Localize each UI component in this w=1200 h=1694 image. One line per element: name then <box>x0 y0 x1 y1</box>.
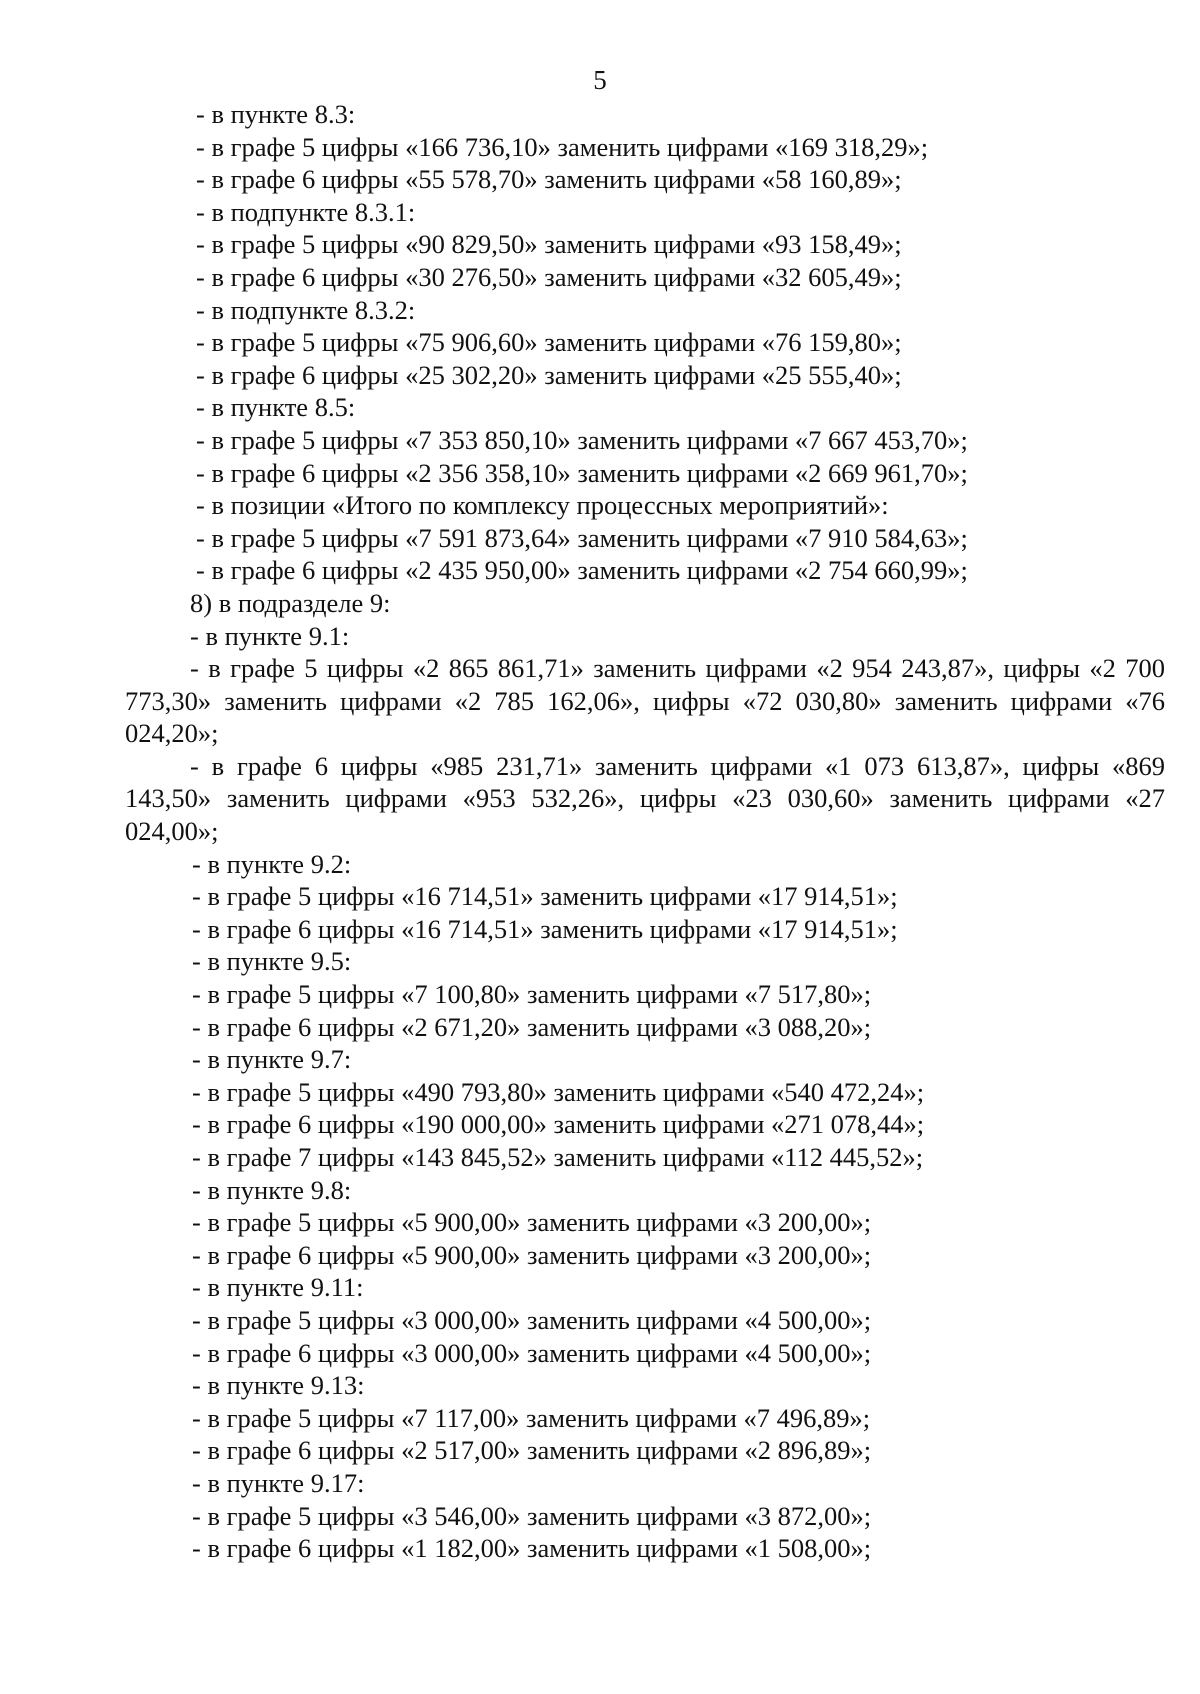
text-line: - в графе 5 цифры «16 714,51» заменить цифрами «17 914,51»; <box>192 881 898 912</box>
text-line: - в графе 5 цифры «7 591 873,64» заменить цифрами «7 910 584,63»; <box>196 522 968 553</box>
text-line: - в графе 6 цифры «16 714,51» заменить цифрами «17 914,51»; <box>192 913 898 944</box>
text-line: - в графе 7 цифры «143 845,52» заменить цифрами «112 445,52»; <box>192 1142 924 1172</box>
text-line: - в подпункте 8.3.2: <box>196 294 416 325</box>
text-line: - в графе 5 цифры «7 100,80» заменить цифрами «7 517,80»; <box>192 979 872 1010</box>
text-line: - в пункте 9.7: <box>192 1044 352 1075</box>
paragraph: - в графе 5 цифры «2 865 861,71» заменить цифрами «2 954 243,87», цифры «2 700 773,30» заменить цифрами «2 785 162,06», цифры «72 030,80» заменить цифрами «76 024,20»; <box>125 653 1165 749</box>
text-line: - в графе 6 цифры «30 276,50» заменить цифрами «32 605,49»; <box>196 261 902 292</box>
text-line: - в графе 6 цифры «1 182,00» заменить цифрами «1 508,00»; <box>192 1533 872 1564</box>
text-line: - в графе 6 цифры «3 000,00» заменить цифрами «4 500,00»; <box>192 1337 872 1368</box>
text-line: - в пункте 9.2: <box>192 848 352 879</box>
text-line: - в пункте 9.1: <box>190 620 350 651</box>
text-line: - в позиции «Итого по комплексу процессных мероприятий»: <box>196 490 889 521</box>
paragraph: - в графе 6 цифры «985 231,71» заменить цифрами «1 073 613,87», цифры «869 143,50» заменить цифрами «953 532,26», цифры «23 030,60» заменить цифрами «27 024,00»; <box>125 750 1165 847</box>
text-line: - в графе 6 цифры «5 900,00» заменить цифрами «3 200,00»; <box>192 1239 872 1270</box>
text-line: - в графе 6 цифры «2 435 950,00» заменить цифрами «2 754 660,99»; <box>196 555 968 586</box>
text-line: - в графе 5 цифры «3 000,00» заменить цифрами «4 500,00»; <box>192 1304 872 1335</box>
text-line: - в пункте 8.3: <box>196 99 356 129</box>
document-body <box>0 98 1200 1565</box>
text-line: - в графе 5 цифры «7 353 850,10» заменить цифрами «7 667 453,70»; <box>196 424 968 455</box>
text-line: - в графе 5 цифры «3 546,00» заменить цифрами «3 872,00»; <box>192 1500 872 1531</box>
page-number: 5 <box>593 65 607 95</box>
text-line: - в графе 5 цифры «7 117,00» заменить цифрами «7 496,89»; <box>192 1402 871 1433</box>
text-line: - в графе 5 цифры «75 906,60» заменить цифрами «76 159,80»; <box>196 327 902 358</box>
text-line: - в пункте 9.11: <box>192 1272 364 1303</box>
text-line: - в графе 5 цифры «90 829,50» заменить цифрами «93 158,49»; <box>196 229 902 260</box>
text-line: - в графе 5 цифры «5 900,00» заменить цифрами «3 200,00»; <box>192 1207 872 1238</box>
text-line: - в графе 5 цифры «490 793,80» заменить цифрами «540 472,24»; <box>192 1076 925 1107</box>
text-line: - в подпункте 8.3.1: <box>196 196 416 227</box>
text-line: - в пункте 9.17: <box>192 1467 365 1498</box>
text-line: - в графе 6 цифры «25 302,20» заменить цифрами «25 555,40»; <box>196 359 902 390</box>
text-line: - в пункте 9.8: <box>192 1174 352 1205</box>
text-line: - в пункте 9.13: <box>192 1370 365 1401</box>
text-line: - в пункте 9.5: <box>192 946 352 977</box>
text-line: - в графе 6 цифры «2 671,20» заменить цифрами «3 088,20»; <box>192 1011 872 1042</box>
text-line: - в пункте 8.5: <box>196 392 356 423</box>
text-line: - в графе 6 цифры «2 356 358,10» заменить цифрами «2 669 961,70»; <box>196 457 968 488</box>
text-line: - в графе 6 цифры «55 578,70» заменить цифрами «58 160,89»; <box>196 164 902 195</box>
text-line: - в графе 6 цифры «2 517,00» заменить цифрами «2 896,89»; <box>192 1435 872 1466</box>
text-line: - в графе 5 цифры «166 736,10» заменить цифрами «169 318,29»; <box>196 131 929 162</box>
text-line: - в графе 6 цифры «190 000,00» заменить цифрами «271 078,44»; <box>192 1109 925 1140</box>
text-line: 8) в подразделе 9: <box>190 587 391 618</box>
